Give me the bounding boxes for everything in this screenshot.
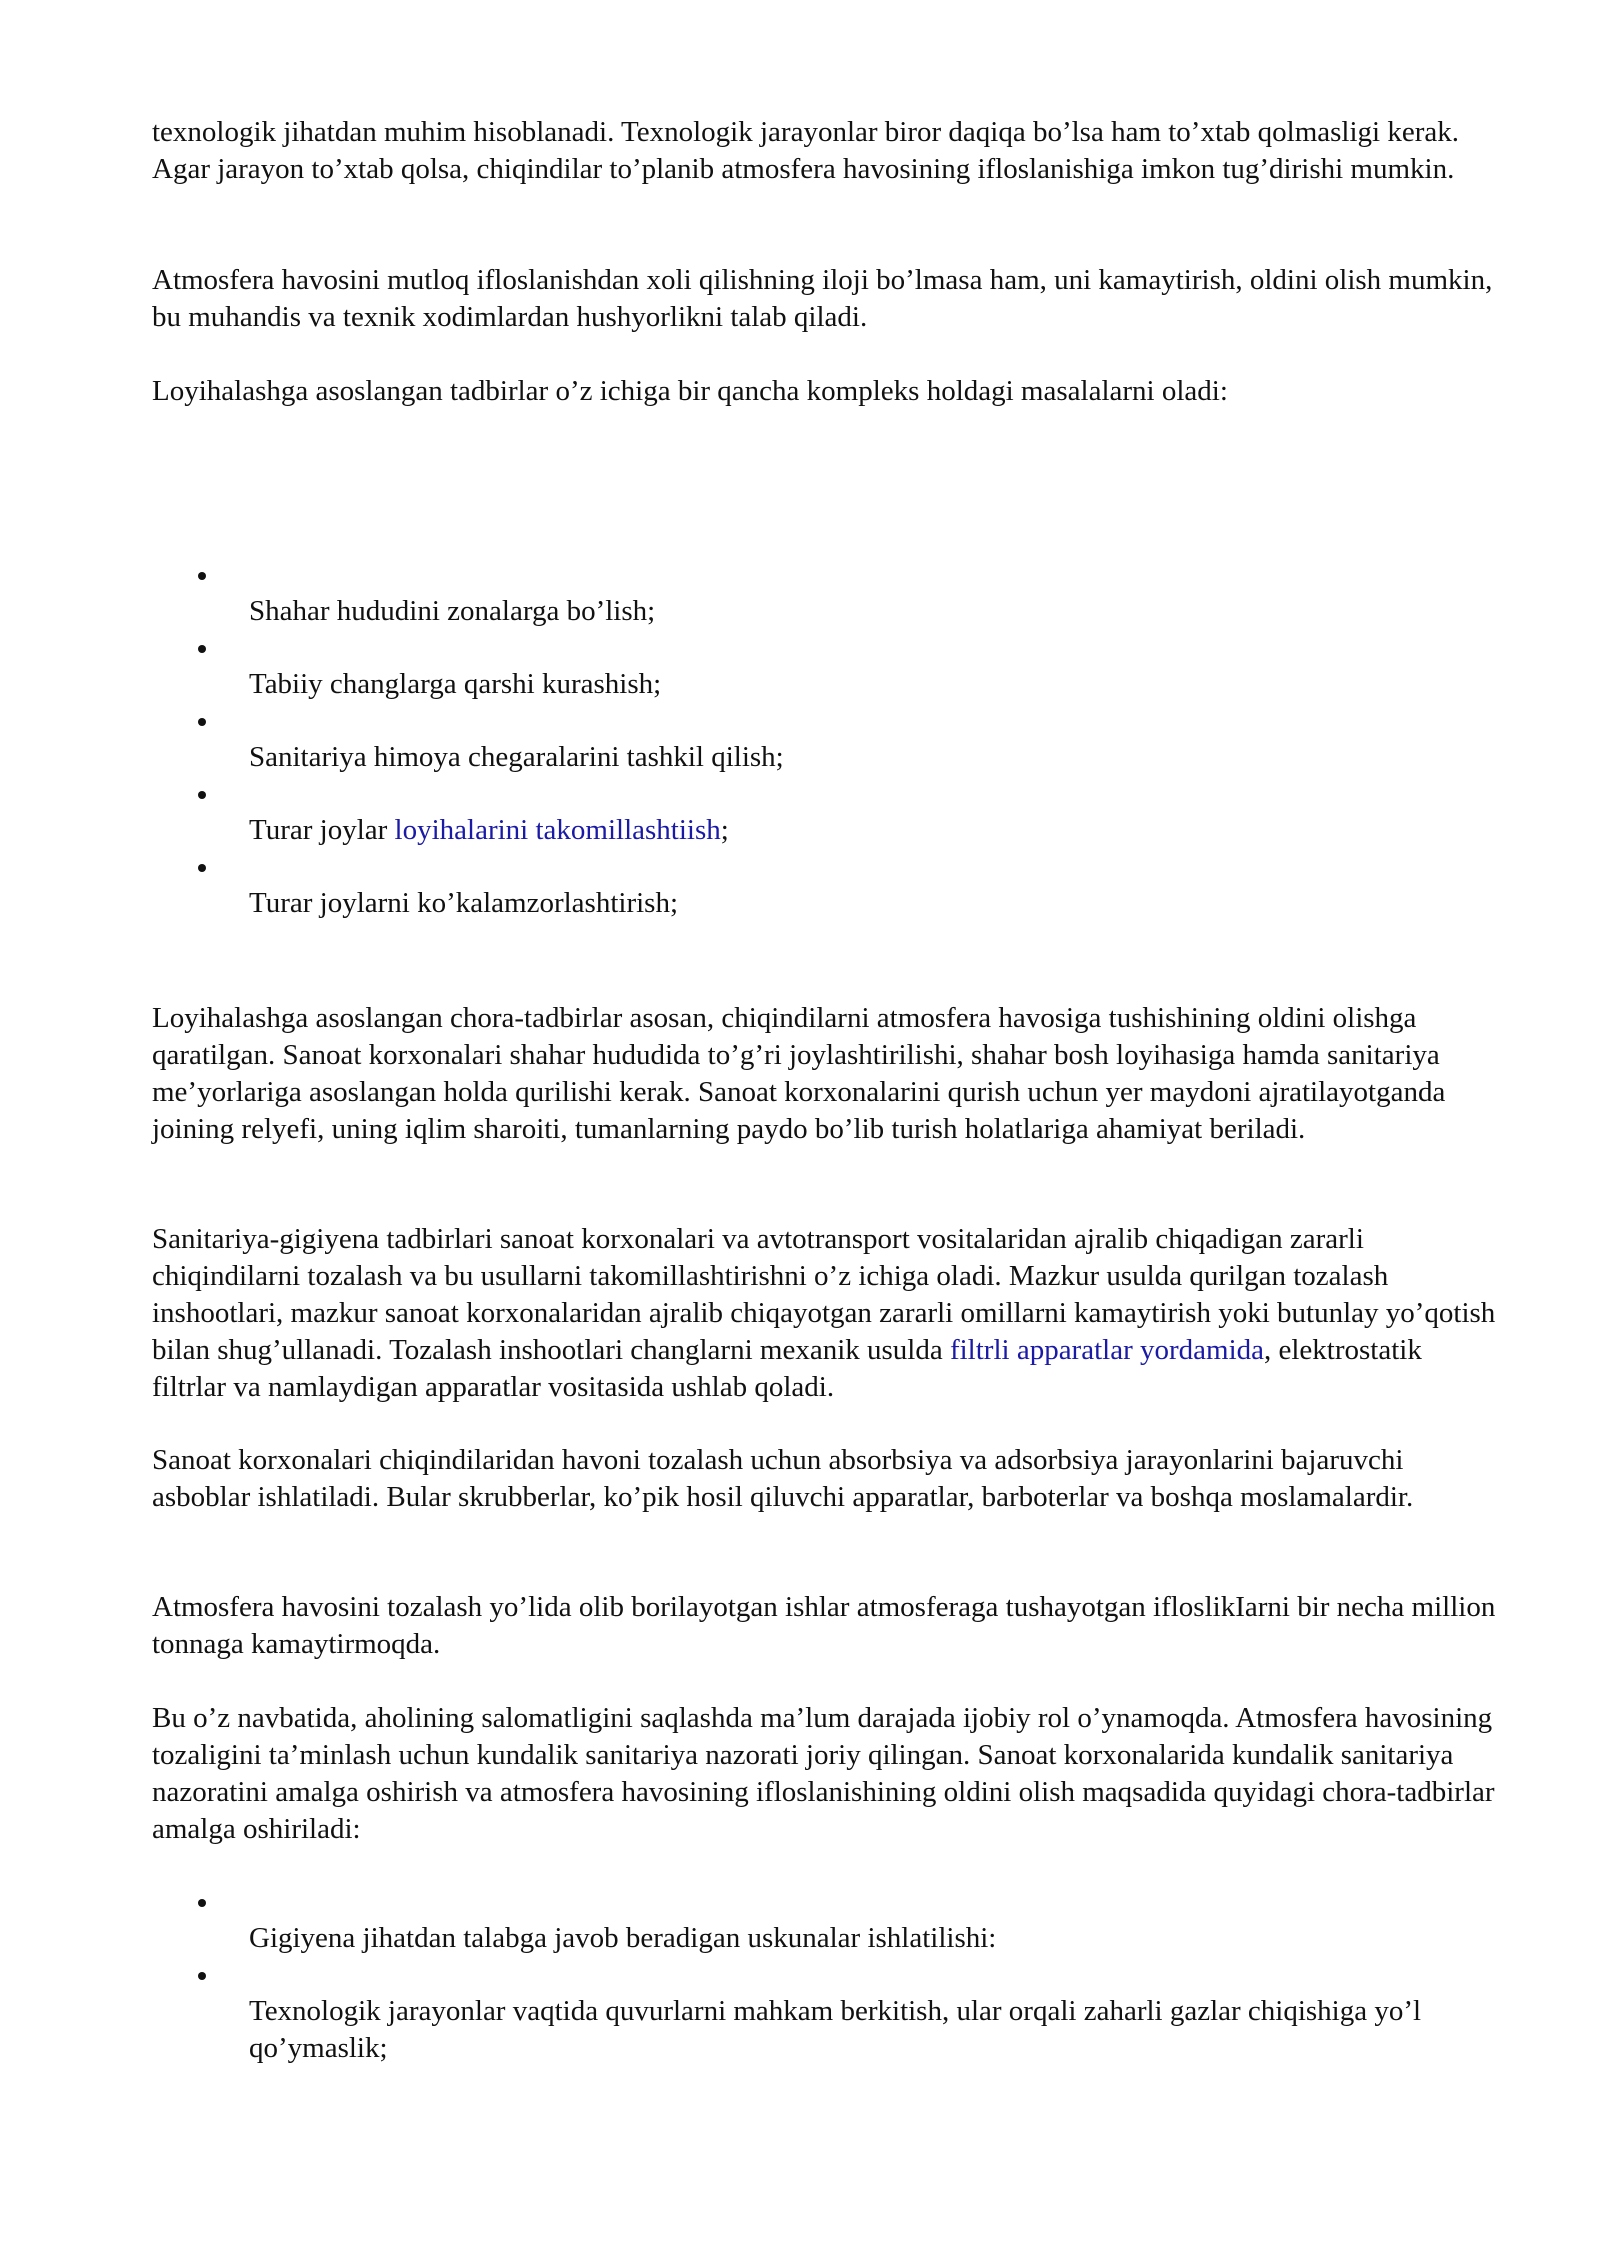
list-item-housing-text: Turar joylar [249,814,395,846]
bullet-icon [198,645,212,659]
paragraph-cleaning-work: Atmosfera havosini tozalash yo’lida olib borilayotgan ishlar atmosferaga tushayotgan ifloslikIarni bir necha million tonnaga kamaytirmoqda. [152,1591,1496,1660]
paragraph-design-measures-intro: Loyihalashga asoslangan tadbirlar o’z ichiga bir qancha kompleks holdagi masalalarni oladi: [152,375,1228,407]
list-item-sanitary-zones: Sanitariya himoya chegaralarini tashkil qilish; [249,741,784,773]
list-item-housing-projects [249,812,1499,849]
paragraph-sanitary-end: , elektrostatik filtrlar va namlaydigan apparatlar vositasida ushlab qoladi. [152,1334,1422,1403]
bullet-icon [198,864,212,878]
list-item-housing-end: ; [720,814,729,846]
paragraph-sanitary-control: Bu o’z navbatida, aholining salomatligini saqlashda ma’lum darajada ijobiy rol o’ynamoqda. Atmosfera havosining tozaligini ta’minlash uchun kundalik sanitariya nazorati joriy qilingan. Sanoat korxonalarida kundalik sanitariya nazoratini amalga oshirish va atmosfera havosining ifloslanishining oldini olish maqsadida quyidagi chora-tadbirlar amalga oshiriladi: [152,1702,1495,1845]
filter-apparatus-link[interactable]: filtrli apparatlar yordamida [949,1334,1264,1366]
paragraph-sanitary-hygiene [152,1221,1497,1406]
paragraph-absorption: Sanoat korxonalari chiqindilaridan havoni tozalash uchun absorbsiya va adsorbsiya jarayonlarini bajaruvchi asboblar ishlatiladi. Bular skrubberlar, ko’pik hosil qiluvchi apparatlar, barboterlar va boshqa moslamalardir. [152,1444,1414,1513]
list-item-natural-dust: Tabiiy changlarga qarshi kurashish; [249,668,662,700]
bullet-icon [198,1972,212,1986]
bullet-icon [198,1899,212,1913]
list-item-hygienic-equipment: Gigiyena jihatdan talabga javob beradigan uskunalar ishlatilishi: [249,1922,997,1954]
bullet-icon [198,572,212,586]
housing-projects-link[interactable]: loyihalarini takomillashtiish [394,814,721,846]
paragraph-sanitary-text: Sanitariya-gigiyena tadbirlari sanoat korxonalari va avtotransport vositalaridan ajralib chiqadigan zararli chiqindilarni tozalash va bu usullarni takomillashtirishni o’z ichiga oladi. Mazkur usulda qurilgan tozalash inshootlari, mazkur sanoat korxonalaridan ajralib chiqayotgan zararli omillarni kamaytirish yoki butunlay yo’qotish bilan shug’ullanadi. Tozalash inshootlari changlarni mexanik usulda [152,1223,1496,1366]
bullet-icon [198,791,212,805]
paragraph-design-measures: Loyihalashga asoslangan chora-tadbirlar asosan, chiqindilarni atmosfera havosiga tushishining oldini olishga qaratilgan. Sanoat korxonalari shahar hududida to’g’ri joylashtirilishi, shahar bosh loyihasiga hamda sanitariya me’yorlariga asoslangan holda qurilishi kerak. Sanoat korxonalarini qurish uchun yer maydoni ajratilayotganda joining relyefi, uning iqlim sharoiti, tumanlarning paydo bo’lib turish holatlariga ahamiyat beriladi. [152,1002,1446,1145]
list-item-pipe-sealing: Texnologik jarayonlar vaqtida quvurlarni mahkam berkitish, ular orqali zaharli gazlar chiqishiga yo’l qo’ymaslik; [249,1995,1422,2064]
list-item-zoning: Shahar hududini zonalarga bo’lish; [249,595,656,627]
list-item-greening: Turar joylarni ko’kalamzorlashtirish; [249,887,679,919]
paragraph-atmosphere-reduction: Atmosfera havosini mutloq ifloslanishdan xoli qilishning iloji bo’lmasa ham, uni kamaytirish, oldini olish mumkin, bu muhandis va texnik xodimlardan hushyorlikni talab qiladi. [152,264,1493,333]
bullet-icon [198,718,212,732]
paragraph-technological-importance: texnologik jihatdan muhim hisoblanadi. Texnologik jarayonlar biror daqiqa bo’lsa ham to’xtab qolmasligi kerak. Agar jarayon to’xtab qolsa, chiqindilar to’planib atmosfera havosining ifloslanishiga imkon tug’dirishi mumkin. [152,116,1459,185]
